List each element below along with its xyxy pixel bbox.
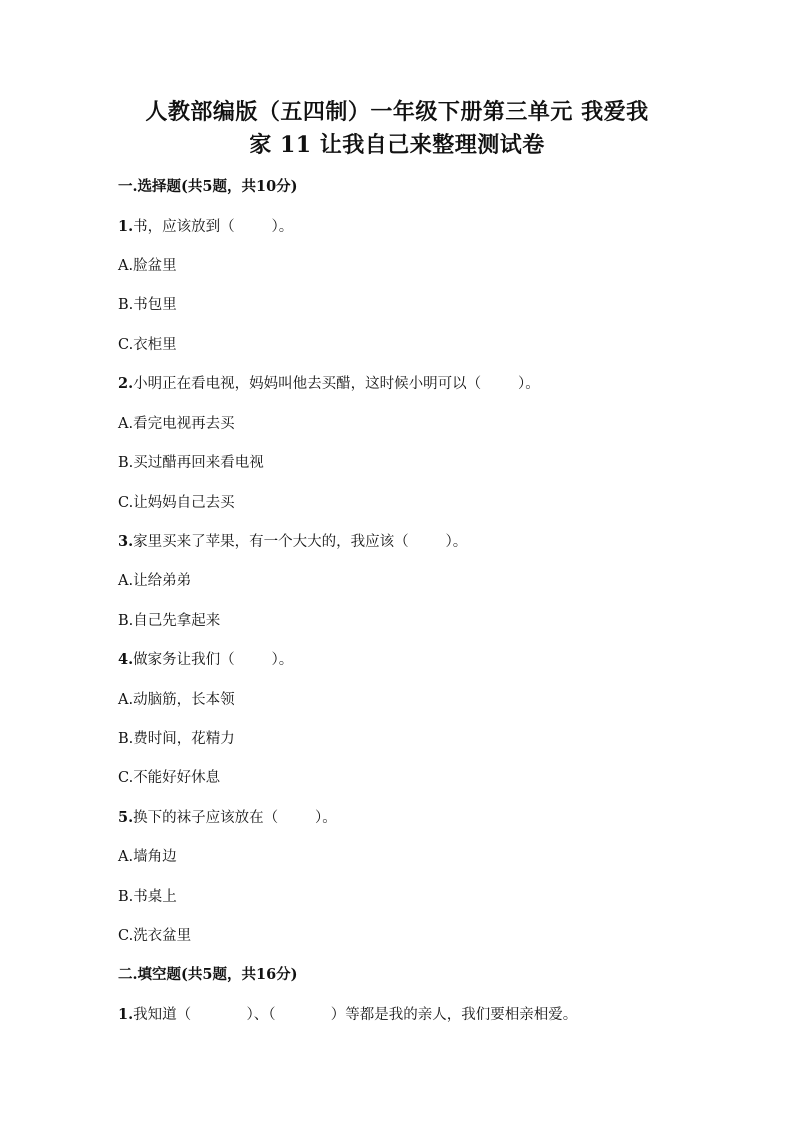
question-number: 1. [118,218,134,235]
answer-option [118,295,177,315]
option-letter: B. [118,455,134,471]
answer-option [118,690,235,710]
option-letter: B. [118,731,134,747]
option-text: 买过醋再回来看电视 [133,455,264,471]
answer-option [118,926,191,946]
option-letter: A. [118,416,134,432]
option-text: 脸盆里 [133,258,177,274]
answer-option [118,729,235,749]
question [118,532,467,552]
option-text: 不能好好休息 [133,770,221,786]
option-text: 看完电视再去买 [133,416,235,432]
question-number: 4. [118,651,134,668]
option-text: 洗衣盆里 [133,928,192,944]
option-letter: C. [118,770,134,786]
answer-option [118,256,177,276]
question [118,650,293,670]
answer-option [118,847,177,867]
answer-option [118,493,235,513]
answer-option [118,768,220,788]
option-text: 费时间，花精力 [133,731,235,747]
option-letter: A. [118,258,134,274]
question-text: 小明正在看电视，妈妈叫他去买醋，这时候小明可以（ ）。 [133,376,540,392]
answer-option [118,453,264,473]
answer-option [118,335,177,355]
option-letter: B. [118,889,134,905]
option-text: 衣柜里 [133,337,177,353]
page-title: 人教部编版（五四制）一年级下册第三单元 我爱我 [145,99,649,125]
answer-option [118,414,235,434]
question [118,374,540,394]
option-text: 书桌上 [133,889,177,905]
option-letter: C. [118,928,134,944]
option-letter: B. [118,297,134,313]
question-text: 我知道（ ）、（ ）等都是我的亲人，我们要相亲相爱。 [133,1007,578,1023]
question-number: 2. [118,375,134,392]
answer-option [118,887,177,907]
question [118,217,293,237]
option-letter: B. [118,613,134,629]
question-number: 1. [118,1006,134,1023]
option-text: 动脑筋，长本领 [133,692,235,708]
question-text: 家里买来了苹果，有一个大大的，我应该（ ）。 [133,534,468,550]
question-text: 换下的袜子应该放在（ ）。 [133,810,337,826]
option-letter: A. [118,692,134,708]
section-heading: 二.填空题(共5题，共16分) [118,966,298,983]
question-text: 书，应该放到（ ）。 [133,219,294,235]
answer-option [118,611,220,631]
section-heading: 一.选择题(共5题，共10分) [118,178,298,195]
question-number: 5. [118,809,134,826]
answer-option [118,571,191,591]
question-number: 3. [118,533,134,550]
question [118,808,337,828]
option-text: 书包里 [133,297,177,313]
question [118,1005,577,1025]
option-text: 自己先拿起来 [133,613,221,629]
page-title-continued: 家 11 让我自己来整理测试卷 [249,132,545,158]
option-text: 让给弟弟 [133,573,192,589]
option-letter: C. [118,495,134,511]
option-letter: A. [118,849,134,865]
option-text: 墙角边 [133,849,177,865]
option-letter: C. [118,337,134,353]
question-text: 做家务让我们（ ）。 [133,652,294,668]
option-letter: A. [118,573,134,589]
option-text: 让妈妈自己去买 [133,495,235,511]
